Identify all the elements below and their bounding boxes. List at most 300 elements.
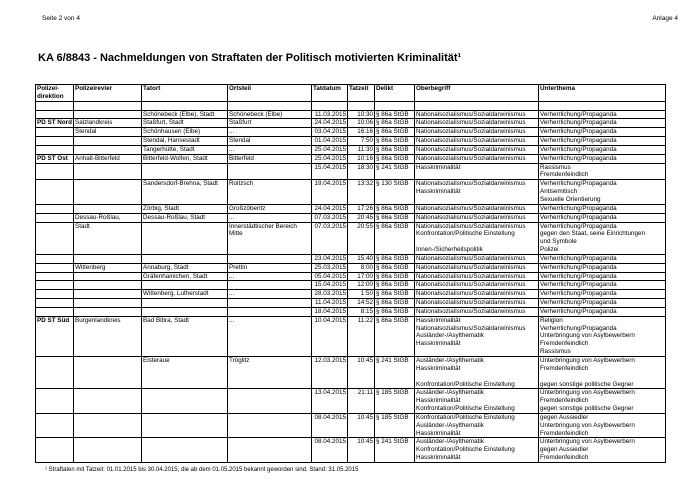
cell-polizeidirektion: PD ST Ost [36,154,74,163]
cell-polizeidirektion [36,188,74,196]
cell-tatdatum: 11.03.2015 [312,110,348,119]
cell-tatzeit [348,325,375,333]
table-row [36,454,666,462]
cell-tatort [142,332,228,340]
cell-delikt: § 86a StGB [375,128,415,137]
cell-tatdatum [312,430,348,438]
cell-oberbegriff: Ausländer-/Asylthematik [415,332,539,340]
table-row [36,430,666,438]
cell-delikt [375,348,415,356]
table-row [36,246,666,254]
cell-oberbegriff: Nationalsozialismus/Sozialdarwinismus [415,128,539,137]
cell-tatdatum [312,101,348,110]
cell-tatdatum [312,196,348,204]
cell-tatort: Bad Bibra, Stadt [142,316,228,324]
cell-tatdatum [312,325,348,333]
cell-ortsteil: Bitterfeld [228,154,312,163]
cell-tatdatum [312,348,348,356]
table-row [36,389,666,397]
cell-tatzeit: 7:50 [348,137,375,146]
cell-tatzeit: 12:00 [348,281,375,290]
cell-tatzeit [348,332,375,340]
cell-unterthema: Rassismus [539,348,666,356]
table-row [36,373,666,381]
cell-ortsteil: Mitte [228,230,312,238]
cell-delikt: § 86a StGB [375,110,415,119]
cell-oberbegriff: Nationalsozialismus/Sozialdarwinismus [415,137,539,146]
cell-tatort [142,389,228,397]
cell-tatort [142,446,228,454]
cell-tatort [142,246,228,254]
cell-tatdatum: 24.04.2015 [312,204,348,213]
cell-tatzeit: 17:26 [348,204,375,213]
cell-unterthema: Verherrlichung/Propaganda [539,254,666,263]
cell-unterthema: Fremdenfeindlich [539,454,666,462]
cell-oberbegriff: Ausländer-/Asylthematik [415,438,539,446]
cell-oberbegriff: Nationalsozialismus/Sozialdarwinismus [415,281,539,290]
table-row [36,281,666,290]
cell-polizeirevier [74,180,142,188]
table-row [36,154,666,163]
cell-oberbegriff: Nationalsozialismus/Sozialdarwinismus [415,145,539,154]
cell-polizeidirektion [36,422,74,430]
attachment-label: Anlage 4 [652,15,678,22]
cell-polizeidirektion [36,332,74,340]
cell-polizeirevier [74,454,142,462]
cell-oberbegriff: Hasskriminalität [415,340,539,348]
cell-polizeidirektion [36,246,74,254]
cell-delikt [375,188,415,196]
cell-polizeidirektion [36,204,74,213]
cell-tatdatum [312,446,348,454]
cell-polizeidirektion [36,180,74,188]
cell-tatdatum: 25.03.2015 [312,263,348,272]
cell-unterthema: Fremdenfeindlich [539,430,666,438]
cell-delikt [375,196,415,204]
cell-unterthema: Fremdenfeindlich [539,340,666,348]
cell-tatdatum: 13.04.2015 [312,389,348,397]
cell-oberbegriff: Hasskriminalität [415,163,539,171]
cell-delikt: § 86a StGB [375,307,415,316]
cell-unterthema: Unterbringung von Asylbewerbern [539,357,666,365]
table-row [36,365,666,373]
cell-polizeidirektion [36,171,74,179]
cell-tatzeit [348,188,375,196]
cell-oberbegriff: Nationalsozialismus/Sozialdarwinismus [415,299,539,308]
cell-delikt: § 86a StGB [375,119,415,128]
cell-delikt: § 86a StGB [375,281,415,290]
cell-polizeirevier [74,373,142,381]
table-row [36,307,666,316]
table-row [36,222,666,230]
cell-tatzeit: 20:55 [348,222,375,230]
cell-delikt: § 86a StGB [375,263,415,272]
cell-oberbegriff: Ausländer-/Asylthematik [415,357,539,365]
cell-unterthema: Verherrlichung/Propaganda [539,204,666,213]
cell-tatdatum: 08.04.2015 [312,438,348,446]
cell-polizeidirektion [36,454,74,462]
column-header-polizeidirektion: Polizei- direktion [36,85,74,102]
cell-oberbegriff: Nationalsozialismus/Sozialdarwinismus [415,325,539,333]
cell-tatort: Annaburg, Stadt [142,263,228,272]
cell-tatort [142,101,228,110]
cell-oberbegriff: Nationalsozialismus/Sozialdarwinismus [415,204,539,213]
column-header-tatort: Tatort [142,85,228,102]
cell-polizeirevier [74,357,142,365]
cell-ortsteil [228,397,312,405]
cell-tatdatum: 08.04.2015 [312,413,348,421]
cell-ortsteil [228,196,312,204]
cell-tatzeit: 14:52 [348,299,375,308]
cell-tatzeit [348,196,375,204]
table-row [36,381,666,389]
cell-oberbegriff: Nationalsozialismus/Sozialdarwinismus [415,154,539,163]
table-row [36,119,666,128]
cell-tatdatum: 24.04.2015 [312,119,348,128]
table-row [36,422,666,430]
cell-tatort: Schönhausen (Elbe) [142,128,228,137]
cell-tatzeit [348,171,375,179]
cell-polizeirevier: Wittenberg [74,263,142,272]
cell-ortsteil: Roitzsch [228,180,312,188]
cell-polizeidirektion [36,381,74,389]
cell-polizeirevier [74,340,142,348]
cell-tatort [142,422,228,430]
table-row [36,299,666,308]
cell-tatzeit: 11:30 [348,145,375,154]
cell-polizeidirektion [36,348,74,356]
cell-tatdatum: 01.04.2015 [312,137,348,146]
cell-tatzeit: 8:00 [348,263,375,272]
cell-polizeirevier: Dessau-Roßlau, [74,213,142,222]
cell-tatort: Zörbig, Stadt [142,204,228,213]
cell-tatdatum: 28.03.2015 [312,290,348,299]
table-row [36,316,666,324]
cell-unterthema: Rassismus [539,163,666,171]
cell-tatort: Stendal, Hansestadt [142,137,228,146]
cell-polizeirevier [74,389,142,397]
cell-oberbegriff: Nationalsozialismus/Sozialdarwinismus [415,222,539,230]
cell-tatort [142,413,228,421]
cell-oberbegriff: Hasskriminalität [415,188,539,196]
cell-tatort [142,281,228,290]
cell-unterthema: Fremdenfeindlich [539,365,666,373]
cell-tatdatum: 03.04.2015 [312,128,348,137]
cell-tatort: Wittenberg, Lutherstadt [142,290,228,299]
cell-ortsteil [228,325,312,333]
table-row [36,171,666,179]
cell-delikt [375,365,415,373]
cell-delikt [375,397,415,405]
cell-unterthema: Unterbringung von Asylbewerbern [539,438,666,446]
cell-tatdatum [312,405,348,413]
table-row [36,263,666,272]
cell-unterthema: gegen sonstige politische Gegner [539,405,666,413]
cell-oberbegriff: Nationalsozialismus/Sozialdarwinismus [415,290,539,299]
cell-tatzeit: 21:11 [348,389,375,397]
cell-unterthema: Polizei [539,246,666,254]
cell-unterthema: Verherrlichung/Propaganda [539,290,666,299]
cell-polizeidirektion [36,299,74,308]
cell-polizeidirektion [36,110,74,119]
cell-tatort [142,365,228,373]
cell-ortsteil [228,188,312,196]
cell-tatort [142,381,228,389]
cell-oberbegriff: Ausländer-/Asylthematik [415,389,539,397]
cell-polizeidirektion [36,307,74,316]
cell-unterthema [539,373,666,381]
column-header-oberbegriff: Oberbegriff [415,85,539,102]
cell-tatzeit [348,405,375,413]
cell-delikt [375,381,415,389]
cell-tatort [142,454,228,462]
cell-polizeirevier [74,325,142,333]
cell-unterthema: Fremdenfeindlich [539,397,666,405]
cell-oberbegriff: Hasskriminalität [415,397,539,405]
cell-polizeidirektion [36,389,74,397]
cell-tatort: Dessau-Roßlau, Stadt [142,213,228,222]
cell-oberbegriff: Nationalsozialismus/Sozialdarwinismus [415,213,539,222]
cell-tatzeit: 10:45 [348,413,375,421]
cell-ortsteil [228,254,312,263]
cell-ortsteil [228,246,312,254]
cell-unterthema: Sexuelle Orientierung [539,196,666,204]
cell-oberbegriff: Nationalsozialismus/Sozialdarwinismus [415,180,539,188]
cell-unterthema: Verherrlichung/Propaganda [539,222,666,230]
cell-oberbegriff [415,238,539,246]
cell-tatdatum [312,454,348,462]
cell-tatzeit: 10:30 [348,110,375,119]
cell-polizeidirektion [36,446,74,454]
cell-polizeidirektion [36,196,74,204]
column-header-unterthema: Unterthema [539,85,666,102]
cell-oberbegriff: Konfrontation/Politische Einstellung [415,230,539,238]
cell-ortsteil [228,365,312,373]
cell-tatzeit [348,348,375,356]
cell-ortsteil: ... [228,145,312,154]
cell-unterthema: Fremdenfeindlich [539,171,666,179]
cell-tatort [142,397,228,405]
cell-tatdatum [312,171,348,179]
cell-polizeidirektion [36,213,74,222]
cell-polizeidirektion [36,163,74,171]
column-header-ortsteil: Ortsteil [228,85,312,102]
table-row [36,238,666,246]
cell-polizeirevier [74,204,142,213]
cell-polizeidirektion [36,365,74,373]
cell-tatdatum: 25.04.2015 [312,145,348,154]
cell-polizeirevier [74,365,142,373]
document-title: KA 6/8843 - Nachmeldungen von Straftaten der Politisch motivierten Kriminalität¹ [38,52,462,64]
cell-tatzeit [348,101,375,110]
cell-tatdatum [312,238,348,246]
cell-ortsteil: ... [228,213,312,222]
cell-delikt: § 86a StGB [375,254,415,263]
cell-delikt: § 86a StGB [375,154,415,163]
cell-polizeidirektion [36,325,74,333]
cell-unterthema: gegen sonstige politische Gegner [539,381,666,389]
cell-polizeidirektion [36,340,74,348]
cell-tatort [142,405,228,413]
table-row [36,332,666,340]
table-row [36,340,666,348]
cell-ortsteil [228,413,312,421]
page-number: Seite 2 von 4 [42,15,80,22]
cell-tatdatum [312,188,348,196]
cell-tatort [142,222,228,230]
table-row [36,128,666,137]
table-row [36,325,666,333]
cell-oberbegriff: Nationalsozialismus/Sozialdarwinismus [415,110,539,119]
cell-delikt: § 86a StGB [375,316,415,324]
cell-tatzeit [348,446,375,454]
cell-tatort: Schönebeck (Elbe), Stadt [142,110,228,119]
table-row [36,230,666,238]
cell-unterthema: Unterbringung von Asylbewerbern [539,389,666,397]
cell-polizeidirektion [36,438,74,446]
cell-delikt [375,246,415,254]
cell-ortsteil [228,446,312,454]
cell-ortsteil: ... [228,316,312,324]
cell-ortsteil [228,430,312,438]
cell-tatort [142,230,228,238]
cell-polizeirevier: Stadt [74,222,142,230]
cell-oberbegriff: Nationalsozialismus/Sozialdarwinismus [415,254,539,263]
cell-ortsteil [228,238,312,246]
cell-tatzeit: 11:22 [348,316,375,324]
cell-unterthema: gegen Aussiedler [539,413,666,421]
cell-polizeirevier [74,299,142,308]
cell-tatdatum: 05.04.2015 [312,272,348,281]
cell-tatzeit [348,454,375,462]
cell-tatdatum: 11.04.2015 [312,299,348,308]
cell-oberbegriff [415,171,539,179]
cell-ortsteil [228,422,312,430]
column-header-tatdatum: Tatdatum [312,85,348,102]
cell-delikt [375,373,415,381]
table-row [36,272,666,281]
cell-unterthema: Verherrlichung/Propaganda [539,299,666,308]
cell-unterthema: Verherrlichung/Propaganda [539,154,666,163]
cell-tatort: Elsteraue [142,357,228,365]
cell-ortsteil [228,373,312,381]
cell-tatdatum: 25.04.2015 [312,154,348,163]
cell-delikt: § 241 StGB [375,438,415,446]
cell-polizeirevier [74,137,142,146]
cell-delikt: § 130 StGB [375,180,415,188]
cell-tatort [142,188,228,196]
cell-delikt [375,405,415,413]
cell-delikt [375,340,415,348]
cell-ortsteil [228,348,312,356]
cell-polizeirevier [74,230,142,238]
table-row [36,101,666,110]
cell-unterthema: Unterbringung von Asylbewerbern [539,332,666,340]
cell-polizeirevier [74,238,142,246]
cell-polizeidirektion [36,290,74,299]
cell-unterthema: Verherrlichung/Propaganda [539,272,666,281]
cell-polizeirevier [74,101,142,110]
cell-polizeirevier [74,348,142,356]
cell-tatdatum [312,246,348,254]
cell-delikt: § 86a StGB [375,272,415,281]
column-header-tatzeit: Tatzeit [348,85,375,102]
table-row [36,254,666,263]
cell-tatzeit: 10:06 [348,119,375,128]
cell-polizeidirektion [36,230,74,238]
cell-unterthema: Religion [539,316,666,324]
footnote: ¹ Straftaten mit Tatzeit: 01.01.2015 bis 30.04.2015, die ab dem 01.05.2015 bekannt geworden sind. Stand: 31.05.2015 [45,467,359,473]
cell-polizeidirektion: PD ST Nord [37,119,72,127]
cell-oberbegriff: Nationalsozialismus/Sozialdarwinismus [415,119,539,128]
cell-oberbegriff: Nationalsozialismus/Sozialdarwinismus [415,263,539,272]
cell-tatzeit: 10:45 [348,357,375,365]
cell-tatdatum: 23.04.2015 [312,254,348,263]
table-row [36,446,666,454]
cell-delikt [375,332,415,340]
cell-tatdatum: 18.04.2015 [312,307,348,316]
cell-unterthema: Verherrlichung/Propaganda [539,213,666,222]
cell-unterthema [539,101,666,110]
cell-ortsteil [228,307,312,316]
cell-ortsteil [228,171,312,179]
cell-polizeirevier [74,290,142,299]
cell-tatzeit: 16:16 [348,128,375,137]
cell-tatort [142,299,228,308]
cell-oberbegriff: Ausländer-/Asylthematik [415,422,539,430]
cell-tatzeit [348,381,375,389]
table-row [36,204,666,213]
cell-delikt: § 86a StGB [375,204,415,213]
cell-polizeirevier [74,281,142,290]
table-row [36,163,666,171]
table-row [36,137,666,146]
cell-polizeidirektion [36,373,74,381]
cell-polizeidirektion [36,263,74,272]
cell-tatzeit: 10:16 [348,154,375,163]
cell-tatdatum: 15.04.2015 [312,281,348,290]
cell-delikt [375,325,415,333]
cell-tatdatum [312,381,348,389]
cell-oberbegriff: Konfrontation/Politische Einstellung [415,446,539,454]
cell-delikt [375,230,415,238]
cell-tatzeit: 10:45 [348,438,375,446]
cell-polizeirevier [74,413,142,421]
cell-ortsteil [228,332,312,340]
cell-delikt [375,422,415,430]
cell-tatort [142,171,228,179]
cell-tatort [142,348,228,356]
cell-delikt [375,454,415,462]
cell-polizeirevier [74,145,142,154]
cell-delikt [375,430,415,438]
cell-tatzeit: 15:40 [348,254,375,263]
cell-delikt [375,238,415,246]
cell-ortsteil: Prettin [228,263,312,272]
cell-polizeirevier [74,422,142,430]
cell-ortsteil: Schönebeck (Elbe) [228,110,312,119]
cell-tatort [142,438,228,446]
cell-tatdatum: 07.03.2015 [312,213,348,222]
cell-polizeirevier [74,196,142,204]
cell-tatort [142,196,228,204]
table-row [36,397,666,405]
cell-ortsteil [228,405,312,413]
offenses-table [35,84,666,463]
cell-tatdatum: 19.04.2015 [312,180,348,188]
cell-unterthema: Verherrlichung/Propaganda [539,325,666,333]
cell-unterthema: Antisemitisch [539,188,666,196]
